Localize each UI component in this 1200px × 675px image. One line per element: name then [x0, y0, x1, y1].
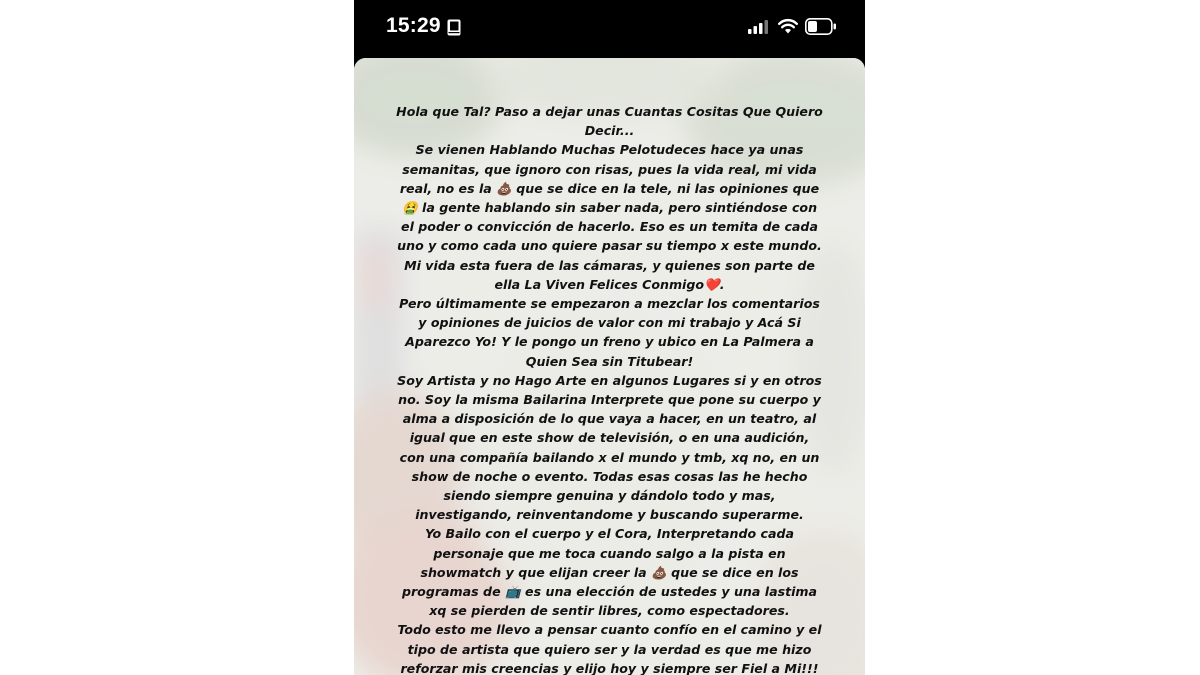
story-line: show de noche o evento. Todas esas cosas las he hecho — [411, 468, 808, 484]
story-line: ella La Viven Felices Conmigo❤️. — [494, 276, 725, 292]
story-line: Quien Sea sin Titubear! — [525, 353, 694, 369]
story-line: personaje que me toca cuando salgo a la pista en — [433, 545, 786, 561]
story-line: tipo de artista que quiero ser y la verdad es que me hizo — [407, 641, 812, 657]
story-line: uno y como cada uno quiere pasar su tiempo x este mundo. — [397, 238, 822, 254]
story-line: Aparezco Yo! Y le pongo un freno y ubico en La Palmera a — [405, 334, 814, 350]
story-line: programas de 📺 es una elección de ustedes y una lastima — [401, 584, 818, 600]
story-message — [384, 102, 835, 675]
status-bar — [354, 0, 865, 58]
status-time: 15:29 — [386, 14, 441, 37]
story-line: Se vienen Hablando Muchas Pelotudeces hace ya unas — [415, 142, 804, 158]
story-card[interactable] — [354, 58, 865, 675]
story-line: Decir... — [584, 123, 635, 139]
story-line: Todo esto me llevo a pensar cuanto confío en el camino y el — [397, 622, 822, 638]
story-line: Pero últimamente se empezaron a mezclar los comentarios — [399, 296, 820, 312]
story-line: Soy Artista y no Hago Arte en algunos Lugares si y en otros — [397, 372, 822, 388]
story-line: xq se pierden de sentir libres, como espectadores. — [429, 603, 790, 619]
story-line: Yo Bailo con el cuerpo y el Cora, Interpretando cada — [424, 526, 795, 542]
battery-icon — [805, 18, 837, 35]
story-line: reforzar mis creencias y elijo hoy y siempre ser Fiel a Mi!!! — [400, 660, 819, 675]
story-line: Mi vida esta fuera de las cámaras, y quienes son parte de — [404, 257, 815, 273]
story-line: no. Soy la misma Bailarina Interprete que pone su cuerpo y — [398, 392, 821, 408]
story-line: igual que en este show de televisión, o en una audición, — [409, 430, 810, 446]
story-line: siendo siempre genuina y dándolo todo y mas, — [443, 488, 776, 504]
story-line: showmatch y que elijan creer la 💩 que se dice en los — [420, 564, 799, 580]
story-line: y opiniones de juicios de valor con mi trabajo y Acá Si — [418, 315, 801, 331]
story-line: investigando, reinventandome y buscando superarme. — [415, 507, 804, 523]
story-line: el poder o convicción de hacerlo. Eso es un temita de cada — [401, 219, 818, 235]
story-line: con una compañía bailando x el mundo y tmb, xq no, en un — [399, 449, 820, 465]
book-icon — [447, 19, 461, 36]
story-line: Hola que Tal? Paso a dejar unas Cuantas Cositas Que Quiero — [396, 104, 823, 119]
story-line: semanitas, que ignoro con risas, pues la vida real, mi vida — [402, 161, 817, 177]
story-line: real, no es la 💩 que se dice en la tele, ni las opiniones que — [399, 180, 820, 196]
phone-screen — [354, 0, 865, 675]
signal-icon — [748, 20, 768, 34]
wifi-icon — [778, 18, 798, 34]
story-line: 🤮 la gente hablando sin saber nada, pero sintiéndose con — [401, 200, 818, 216]
story-line: alma a disposición de lo que vaya a hacer, en un teatro, al — [402, 411, 817, 427]
